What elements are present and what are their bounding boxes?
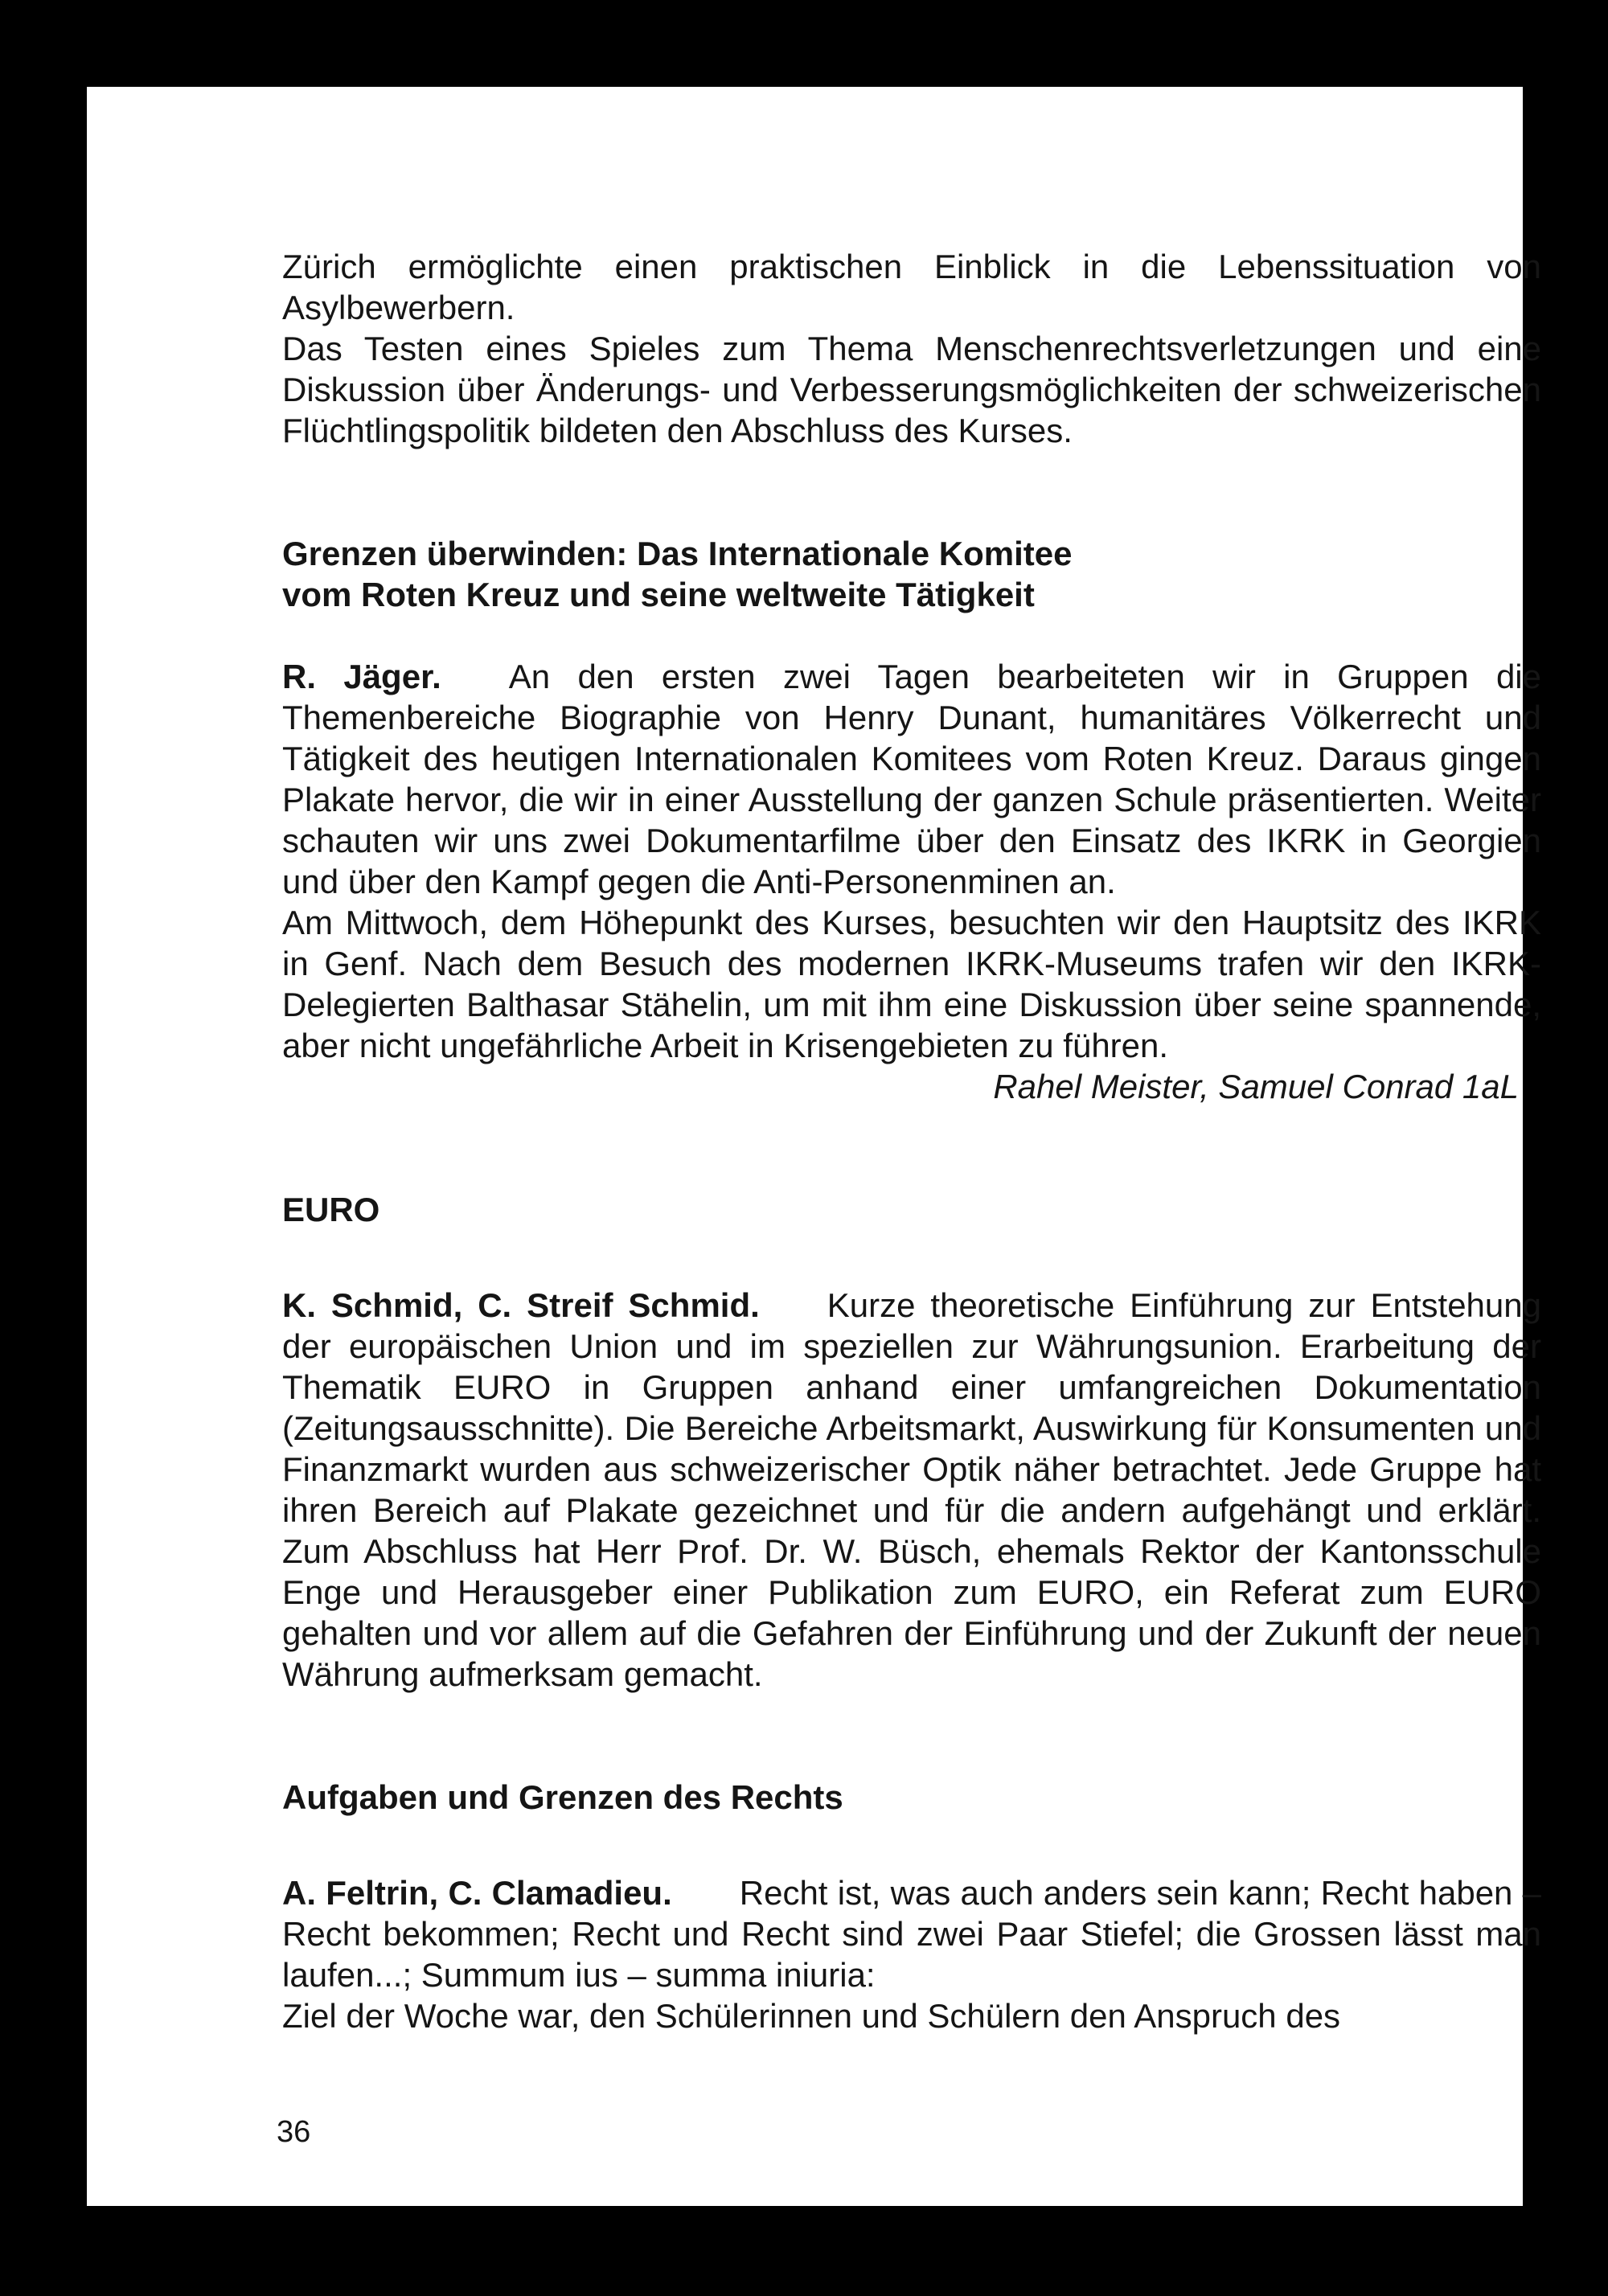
intro-paragraph-2: Das Testen eines Spieles zum Thema Menschenrechtsverletzungen und eine Diskussion über Änderungs- und Verbesserungsmöglichkeiten der schweizerischen Flüchtlingspolitik bildeten den Abschluss des Kurses. (282, 330, 1541, 449)
section-euro-paragraph (282, 1285, 1541, 1695)
section-recht-paragraph-2: Ziel der Woche war, den Schülerinnen und Schülern den Anspruch des (282, 1997, 1341, 2035)
section-euro-author: K. Schmid, C. Streif Schmid. (282, 1286, 760, 1324)
section-ikrk-paragraph-2 (282, 902, 1541, 1105)
section-ikrk-text-1: An den ersten zwei Tagen bearbeiteten wir in Gruppen die Themenbereiche Biographie von Henry Dunant, humanitäres Völkerrecht und Tätigkeit des heutigen Internationalen Komitees vom Roten Kreuz. Daraus gingen Plakate hervor, die wir in einer Ausstellung der ganzen Schule präsentierten. Weiter schauten wir uns zwei Dokumentarfilme über den Einsatz des IKRK in Georgien und über den Kampf gegen die Anti-Personenminen an. (282, 658, 1541, 900)
page-content (282, 246, 1541, 2036)
section-ikrk-paragraph-1 (282, 656, 1541, 902)
section-ikrk-title-line-2: vom Roten Kreuz und seine weltweite Tätigkeit (282, 576, 1035, 613)
section-ikrk-signature: Rahel Meister, Samuel Conrad 1aL (993, 1068, 1519, 1105)
page-number: 36 (277, 2115, 311, 2149)
intro-paragraph-1: Zürich ermöglichte einen praktischen Einblick in die Lebenssituation von Asylbewerbern. (282, 248, 1541, 326)
section-ikrk-title-line-1: Grenzen überwinden: Das Internationale Komitee (282, 535, 1073, 572)
document-page (87, 87, 1541, 2206)
section-recht-author: A. Feltrin, C. Clamadieu. (282, 1874, 672, 1912)
section-euro-text: Kurze theoretische Einführung zur Entstehung der europäischen Union und im speziellen zur Währungsunion. Erarbeitung der Thematik EURO in Gruppen anhand einer umfangreichen Dokumentation (Zeitungsausschnitte). Die Bereiche Arbeitsmarkt, Auswirkung für Konsumenten und Finanzmarkt wurden aus schweizerischer Optik näher betrachtet. Jede Gruppe hat ihren Bereich auf Plakate gezeichnet und für die andern aufgehängt und erklärt. Zum Abschluss hat Herr Prof. Dr. W. Büsch, ehemals Rektor der Kantonsschule Enge und Herausgeber einer Publikation zum EURO, ein Referat zum EURO gehalten und vor allem auf die Gefahren der Einführung und der Zukunft der neuen Währung aufmerksam gemacht. (282, 1286, 1541, 1693)
section-ikrk-author: R. Jäger. (282, 658, 441, 695)
section-euro-title: EURO (282, 1191, 380, 1228)
section-recht-title: Aufgaben und Grenzen des Rechts (282, 1778, 843, 1816)
section-ikrk-title (282, 533, 1541, 615)
section-ikrk-text-2: Am Mittwoch, dem Höhepunkt des Kurses, besuchten wir den Hauptsitz des IKRK in Genf. Nach dem Besuch des modernen IKRK-Museums trafen wir den IKRK-Delegierten Balthasar Stähelin, um mit ihm eine Diskussion über seine spannende, aber nicht ungefährliche Arbeit in Krisengebieten zu führen. (282, 904, 1541, 1064)
section-recht-paragraph-1 (282, 1872, 1541, 1995)
section-recht-text-1: Recht ist, was auch anders sein kann; Recht haben – Recht bekommen; Recht und Recht sind zwei Paar Stiefel; die Grossen lässt man laufen...; Summum ius – summa iniuria: (282, 1874, 1541, 1994)
